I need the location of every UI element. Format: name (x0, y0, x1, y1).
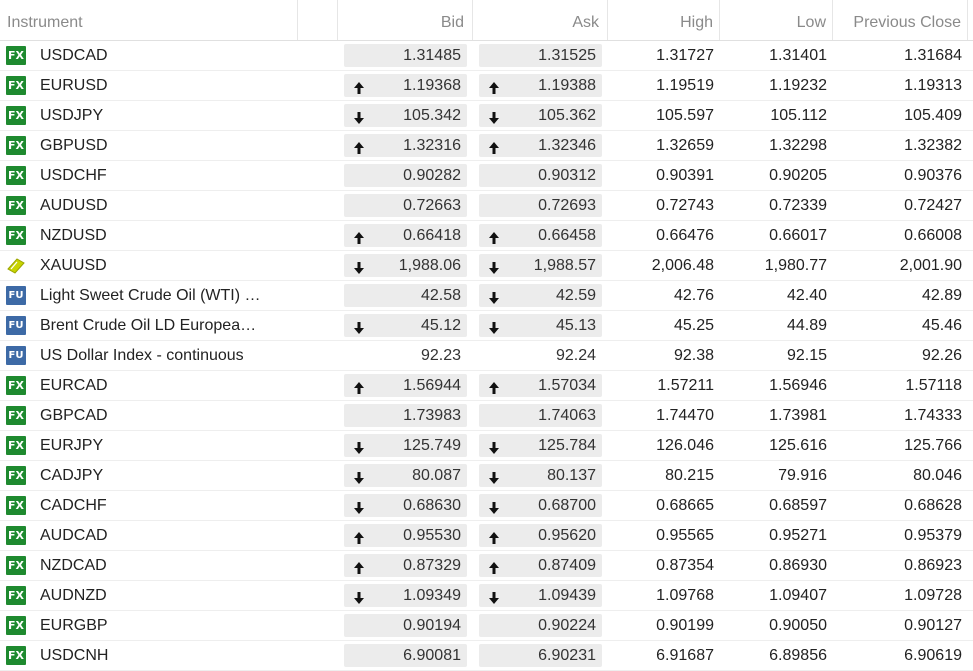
bid-quote[interactable] (344, 194, 467, 217)
prev-close-value: 1.19313 (904, 77, 962, 94)
high-value: 42.76 (673, 287, 714, 304)
arrow-up-icon (487, 229, 501, 243)
table-row[interactable] (0, 461, 973, 491)
instrument-name: Brent Crude Oil LD Europea… (40, 317, 257, 334)
fx-badge-icon: FX (6, 586, 26, 605)
low-value: 79.916 (778, 467, 827, 484)
bid-value: 80.087 (412, 467, 461, 484)
instrument-name: GBPCAD (40, 407, 108, 424)
prev-close-value: 0.90127 (904, 617, 962, 634)
instrument-name: USDCAD (40, 47, 108, 64)
high-value: 80.215 (665, 467, 714, 484)
prev-close-value: 6.90619 (904, 647, 962, 664)
fx-badge-icon: FX (6, 436, 26, 455)
gold-bar-icon (6, 256, 26, 275)
table-row[interactable] (0, 431, 973, 461)
arrow-down-icon (487, 109, 501, 123)
bid-quote[interactable] (344, 134, 467, 157)
arrow-down-icon (487, 259, 501, 273)
high-value: 45.25 (673, 317, 714, 334)
column-header-spacer (298, 0, 338, 40)
table-row[interactable] (0, 191, 973, 221)
instrument-name: EURCAD (40, 377, 108, 394)
arrow-up-icon (487, 139, 501, 153)
prev-close-value: 0.90376 (904, 167, 962, 184)
table-row[interactable] (0, 251, 973, 281)
arrow-up-icon (487, 79, 501, 93)
column-header-bid[interactable]: Bid (338, 0, 473, 40)
prev-close-value: 0.68628 (904, 497, 962, 514)
low-value: 0.95271 (769, 527, 827, 544)
column-header-instrument[interactable]: Instrument (0, 0, 298, 40)
high-value: 6.91687 (656, 647, 714, 664)
high-value: 0.68665 (656, 497, 714, 514)
fx-badge-icon: FX (6, 136, 26, 155)
ask-value: 125.784 (538, 437, 596, 454)
prev-close-value: 42.89 (921, 287, 962, 304)
arrow-down-icon (352, 259, 366, 273)
fx-badge-icon: FX (6, 406, 26, 425)
bid-quote[interactable] (344, 74, 467, 97)
prev-close-value: 1.57118 (905, 377, 962, 394)
instrument-name: USDCHF (40, 167, 107, 184)
high-value: 0.87354 (656, 557, 714, 574)
bid-value: 0.66418 (403, 227, 461, 244)
bid-quote[interactable] (344, 164, 467, 187)
bid-quote[interactable] (344, 254, 467, 277)
low-value: 0.68597 (769, 497, 827, 514)
instrument-name: AUDNZD (40, 587, 107, 604)
instrument-name: EURUSD (40, 77, 108, 94)
bid-value: 1.09349 (403, 587, 461, 604)
bid-quote[interactable] (344, 44, 467, 67)
ask-quote[interactable] (479, 134, 602, 157)
high-value: 1.31727 (656, 47, 714, 64)
ask-quote[interactable] (479, 554, 602, 577)
low-value: 1,980.77 (764, 257, 827, 274)
table-row[interactable] (0, 311, 973, 341)
ask-quote[interactable] (479, 254, 602, 277)
arrow-down-icon (352, 439, 366, 453)
table-row[interactable] (0, 71, 973, 101)
prev-close-value: 45.46 (921, 317, 962, 334)
bid-value: 1.56944 (403, 377, 461, 394)
futures-badge-icon: FU (6, 316, 26, 335)
bid-value: 105.342 (403, 107, 461, 124)
ask-value: 1.74063 (538, 407, 596, 424)
arrow-up-icon (352, 559, 366, 573)
column-header-low[interactable]: Low (720, 0, 833, 40)
bid-value: 1,988.06 (398, 257, 461, 274)
ask-quote[interactable] (479, 44, 602, 67)
arrow-up-icon (352, 229, 366, 243)
bid-quote[interactable] (344, 104, 467, 127)
arrow-up-icon (487, 529, 501, 543)
table-row[interactable] (0, 371, 973, 401)
futures-badge-icon: FU (6, 346, 26, 365)
fx-badge-icon: FX (6, 376, 26, 395)
low-value: 1.73981 (769, 407, 827, 424)
instrument-name: NZDCAD (40, 557, 107, 574)
bid-value: 0.90194 (403, 617, 461, 634)
high-value: 92.38 (673, 347, 714, 364)
low-value: 0.90050 (769, 617, 827, 634)
arrow-up-icon (352, 529, 366, 543)
prev-close-value: 1.32382 (904, 137, 962, 154)
high-value: 1.19519 (656, 77, 714, 94)
ask-value: 1.31525 (538, 47, 596, 64)
low-value: 105.112 (770, 107, 827, 124)
arrow-down-icon (352, 589, 366, 603)
low-value: 1.09407 (769, 587, 827, 604)
instrument-name: XAUUSD (40, 257, 107, 274)
high-value: 0.95565 (656, 527, 714, 544)
ask-quote[interactable] (479, 314, 602, 337)
ask-value: 1.09439 (538, 587, 596, 604)
bid-quote[interactable] (344, 614, 467, 637)
high-value: 1.74470 (656, 407, 714, 424)
ask-quote[interactable] (479, 224, 602, 247)
ask-value: 0.66458 (538, 227, 596, 244)
table-row[interactable] (0, 281, 973, 311)
table-row[interactable] (0, 401, 973, 431)
fx-badge-icon: FX (6, 526, 26, 545)
bid-value: 1.19368 (403, 77, 461, 94)
high-value: 0.66476 (656, 227, 714, 244)
ask-value: 0.90312 (538, 167, 596, 184)
column-header-prev-close[interactable]: Previous Close (833, 0, 968, 40)
fx-badge-icon: FX (6, 46, 26, 65)
arrow-up-icon (352, 379, 366, 393)
instrument-name: GBPUSD (40, 137, 108, 154)
table-row[interactable] (0, 41, 973, 71)
bid-quote[interactable] (344, 584, 467, 607)
arrow-down-icon (487, 589, 501, 603)
ask-quote[interactable] (479, 284, 602, 307)
low-value: 0.72339 (769, 197, 827, 214)
fx-badge-icon: FX (6, 496, 26, 515)
ask-quote[interactable] (479, 434, 602, 457)
high-value: 1.09768 (656, 587, 714, 604)
instrument-name: CADCHF (40, 497, 107, 514)
arrow-down-icon (487, 469, 501, 483)
low-value: 42.40 (786, 287, 827, 304)
table-row[interactable] (0, 551, 973, 581)
table-row[interactable] (0, 611, 973, 641)
low-value: 92.15 (786, 347, 827, 364)
ask-quote[interactable] (479, 374, 602, 397)
table-row[interactable] (0, 101, 973, 131)
table-row[interactable] (0, 161, 973, 191)
arrow-down-icon (487, 319, 501, 333)
ask-value: 0.72693 (538, 197, 596, 214)
bid-quote[interactable] (344, 554, 467, 577)
ask-value: 1.19388 (538, 77, 596, 94)
table-row[interactable] (0, 581, 973, 611)
instrument-name: Light Sweet Crude Oil (WTI) … (40, 287, 261, 304)
table-row[interactable] (0, 491, 973, 521)
bid-value: 1.31485 (403, 47, 461, 64)
instrument-name: EURGBP (40, 617, 108, 634)
prev-close-value: 125.766 (904, 437, 962, 454)
bid-value: 0.72663 (403, 197, 461, 214)
ask-value: 80.137 (547, 467, 596, 484)
bid-quote[interactable] (344, 374, 467, 397)
futures-badge-icon: FU (6, 286, 26, 305)
instrument-name: US Dollar Index - continuous (40, 347, 244, 364)
bid-value: 0.95530 (403, 527, 461, 544)
table-row[interactable] (0, 521, 973, 551)
prev-close-value: 92.26 (921, 347, 962, 364)
instrument-name: USDJPY (40, 107, 104, 124)
fx-badge-icon: FX (6, 466, 26, 485)
low-value: 1.56946 (769, 377, 827, 394)
table-row[interactable] (0, 341, 973, 371)
ask-value: 45.13 (555, 317, 596, 334)
arrow-down-icon (487, 289, 501, 303)
low-value: 0.90205 (769, 167, 827, 184)
ask-value: 0.68700 (538, 497, 596, 514)
ask-quote[interactable] (479, 584, 602, 607)
fx-badge-icon: FX (6, 556, 26, 575)
low-value: 1.19232 (769, 77, 827, 94)
ask-value: 0.95620 (538, 527, 596, 544)
table-row[interactable] (0, 221, 973, 251)
grid-header (0, 0, 973, 41)
bid-value: 45.12 (420, 317, 461, 334)
high-value: 1.57211 (657, 377, 714, 394)
arrow-up-icon (487, 559, 501, 573)
ask-quote[interactable] (479, 344, 602, 367)
bid-quote[interactable] (344, 224, 467, 247)
bid-quote[interactable] (344, 344, 467, 367)
bid-quote[interactable] (344, 464, 467, 487)
ask-quote[interactable] (479, 104, 602, 127)
arrow-down-icon (487, 439, 501, 453)
arrow-down-icon (352, 469, 366, 483)
instrument-name: EURJPY (40, 437, 104, 454)
high-value: 2,006.48 (651, 257, 714, 274)
bid-value: 125.749 (403, 437, 461, 454)
bid-quote[interactable] (344, 314, 467, 337)
high-value: 126.046 (656, 437, 714, 454)
ask-value: 42.59 (555, 287, 596, 304)
prev-close-value: 0.66008 (904, 227, 962, 244)
bid-value: 92.23 (420, 347, 461, 364)
table-row[interactable] (0, 131, 973, 161)
bid-quote[interactable] (344, 284, 467, 307)
ask-quote[interactable] (479, 74, 602, 97)
table-row[interactable] (0, 641, 973, 671)
high-value: 105.597 (656, 107, 714, 124)
bid-quote[interactable] (344, 434, 467, 457)
arrow-down-icon (352, 499, 366, 513)
arrow-down-icon (487, 499, 501, 513)
ask-value: 92.24 (555, 347, 596, 364)
bid-value: 0.87329 (403, 557, 461, 574)
high-value: 0.90391 (656, 167, 714, 184)
fx-badge-icon: FX (6, 106, 26, 125)
high-value: 0.90199 (656, 617, 714, 634)
instrument-name: CADJPY (40, 467, 104, 484)
low-value: 1.32298 (769, 137, 827, 154)
ask-value: 1,988.57 (533, 257, 596, 274)
fx-badge-icon: FX (6, 166, 26, 185)
low-value: 0.66017 (769, 227, 827, 244)
instrument-name: AUDCAD (40, 527, 108, 544)
ask-value: 1.32346 (538, 137, 596, 154)
high-value: 1.32659 (656, 137, 714, 154)
ask-quote[interactable] (479, 404, 602, 427)
bid-value: 1.73983 (403, 407, 461, 424)
bid-value: 0.90282 (403, 167, 461, 184)
ask-quote[interactable] (479, 494, 602, 517)
arrow-up-icon (487, 379, 501, 393)
fx-badge-icon: FX (6, 226, 26, 245)
low-value: 6.89856 (769, 647, 827, 664)
prev-close-value: 0.86923 (904, 557, 962, 574)
prev-close-value: 0.95379 (904, 527, 962, 544)
bid-value: 6.90081 (403, 647, 461, 664)
column-header-high[interactable]: High (608, 0, 720, 40)
arrow-down-icon (352, 319, 366, 333)
prev-close-value: 105.409 (904, 107, 962, 124)
bid-value: 1.32316 (403, 137, 461, 154)
ask-value: 0.90224 (538, 617, 596, 634)
instrument-name: NZDUSD (40, 227, 107, 244)
low-value: 44.89 (786, 317, 827, 334)
prev-close-value: 2,001.90 (899, 257, 962, 274)
low-value: 0.86930 (769, 557, 827, 574)
fx-badge-icon: FX (6, 646, 26, 665)
ask-value: 105.362 (538, 107, 596, 124)
ask-value: 1.57034 (538, 377, 596, 394)
low-value: 1.31401 (769, 47, 827, 64)
prev-close-value: 1.31684 (904, 47, 962, 64)
fx-badge-icon: FX (6, 616, 26, 635)
column-header-ask[interactable]: Ask (473, 0, 608, 40)
ask-quote[interactable] (479, 464, 602, 487)
fx-badge-icon: FX (6, 196, 26, 215)
bid-value: 0.68630 (403, 497, 461, 514)
instrument-name: USDCNH (40, 647, 109, 664)
bid-quote[interactable] (344, 404, 467, 427)
prev-close-value: 0.72427 (904, 197, 962, 214)
ask-quote[interactable] (479, 614, 602, 637)
prev-close-value: 1.74333 (904, 407, 962, 424)
low-value: 125.616 (769, 437, 827, 454)
arrow-up-icon (352, 79, 366, 93)
ask-quote[interactable] (479, 524, 602, 547)
ask-quote[interactable] (479, 164, 602, 187)
arrow-up-icon (352, 139, 366, 153)
bid-quote[interactable] (344, 524, 467, 547)
arrow-down-icon (352, 109, 366, 123)
grid-body (0, 41, 973, 671)
bid-value: 42.58 (420, 287, 461, 304)
ask-value: 0.87409 (538, 557, 596, 574)
prev-close-value: 80.046 (913, 467, 962, 484)
ask-value: 6.90231 (538, 647, 596, 664)
ask-quote[interactable] (479, 194, 602, 217)
instrument-name: AUDUSD (40, 197, 108, 214)
fx-badge-icon: FX (6, 76, 26, 95)
high-value: 0.72743 (656, 197, 714, 214)
bid-quote[interactable] (344, 494, 467, 517)
prev-close-value: 1.09728 (904, 587, 962, 604)
